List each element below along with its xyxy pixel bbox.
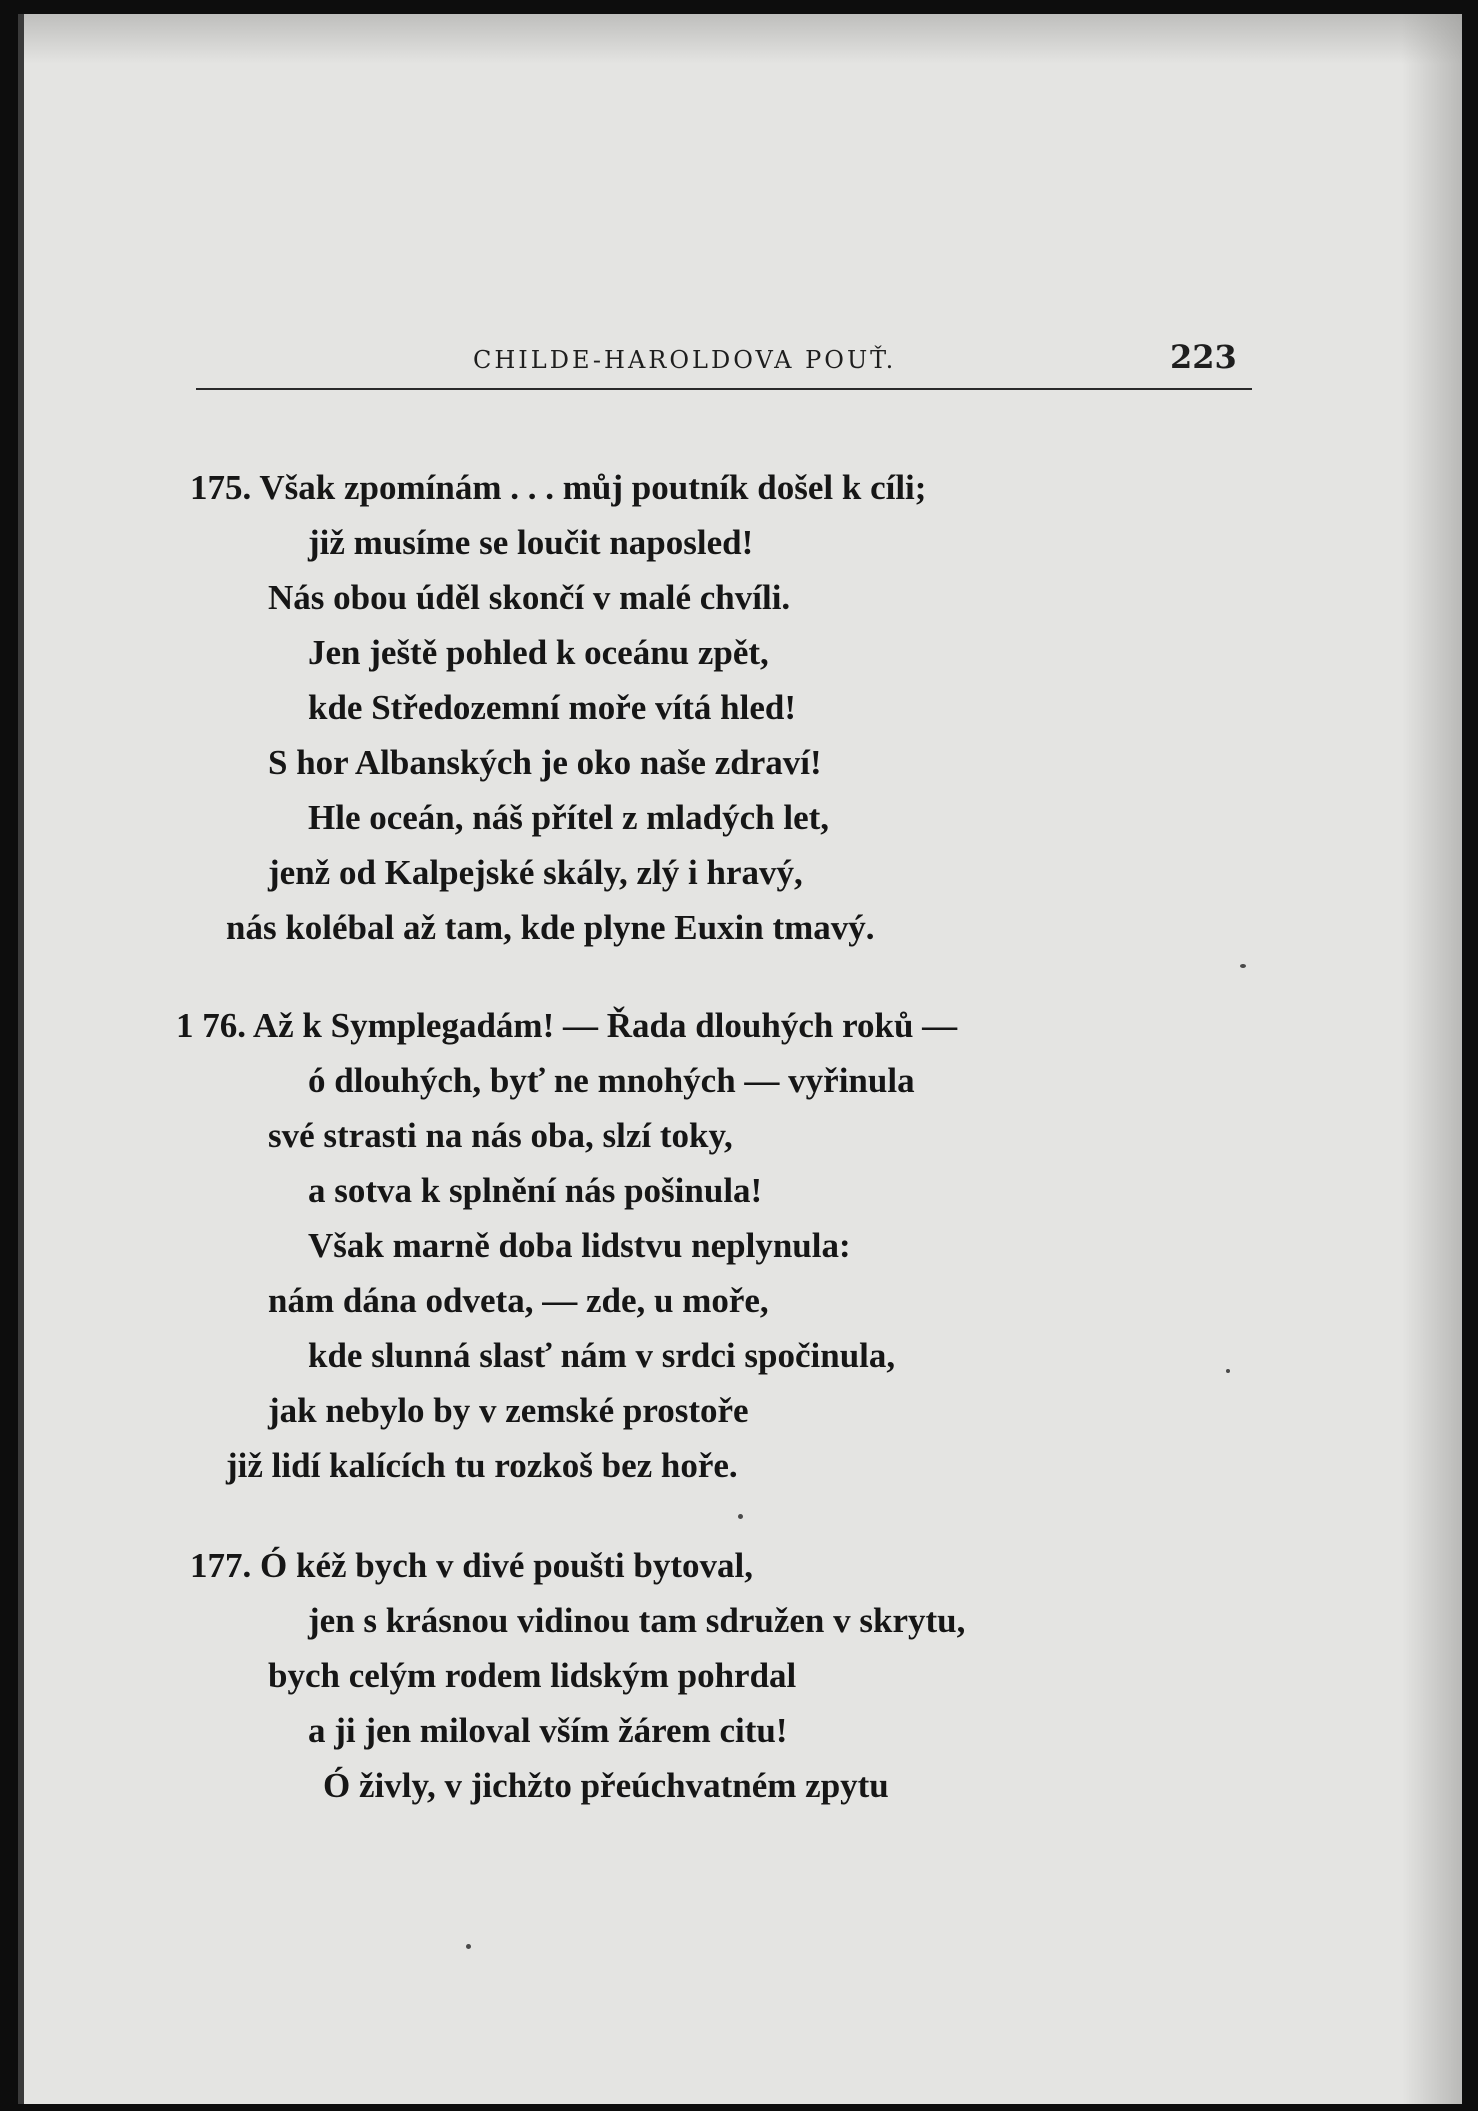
stanza-number: 175. — [190, 468, 252, 507]
book-page — [18, 14, 1462, 2104]
scan-speck — [1240, 964, 1246, 968]
verse-line: své strasti na nás oba, slzí toky, — [268, 1116, 733, 1155]
verse-line: jenž od Kalpejské skály, zlý i hravý, — [268, 853, 803, 892]
verse-line: a sotva k splnění nás pošinula! — [308, 1171, 763, 1210]
verse-line: jen s krásnou vidinou tam sdružen v skrytu, — [308, 1601, 966, 1640]
verse-line — [190, 1544, 753, 1588]
verse-line: Ó živly, v jichžto přeúchvatném zpytu — [323, 1766, 889, 1805]
verse-line: již lidí kalících tu rozkoš bez hoře. — [226, 1446, 738, 1485]
verse-line: Hle oceán, náš přítel z mladých let, — [308, 798, 830, 837]
verse-line: Jen ještě pohled k oceánu zpět, — [308, 633, 769, 672]
verse-line: a ji jen miloval vším žárem citu! — [308, 1711, 788, 1750]
verse-line: nám dána odveta, — zde, u moře, — [268, 1281, 769, 1320]
page-header — [18, 338, 1462, 382]
verse-line: jak nebylo by v zemské prostoře — [268, 1391, 749, 1430]
header-rule — [196, 388, 1252, 390]
verse-line: již musíme se loučit naposled! — [308, 523, 754, 562]
stanza-number: 177. — [190, 1546, 252, 1585]
scan-speck — [738, 1514, 743, 1519]
verse-line: kde Středozemní moře vítá hled! — [308, 688, 796, 727]
verse-line: Však marně doba lidstvu neplynula: — [308, 1226, 851, 1265]
running-title: CHILDE-HAROLDOVA POUŤ. — [473, 346, 897, 374]
verse-line: ó dlouhých, byť ne mnohých — vyřinula — [308, 1061, 915, 1100]
verse-text: Však zpomínám . . . můj poutník došel k cíli; — [259, 468, 927, 507]
scan-speck — [466, 1944, 471, 1949]
verse-text: Ó kéž bych v divé poušti bytoval, — [260, 1546, 753, 1585]
verse-line: nás kolébal až tam, kde plyne Euxin tmavý. — [226, 908, 875, 947]
verse-text: Až k Symplegadám! — Řada dlouhých roků — — [252, 1006, 958, 1045]
page-number: 223 — [1170, 338, 1237, 376]
verse-line — [190, 466, 926, 510]
scan-speck — [1226, 1369, 1230, 1373]
verse-line — [176, 1004, 957, 1048]
verse-line: Nás obou úděl skončí v malé chvíli. — [268, 578, 791, 617]
page-binding-edge — [18, 14, 24, 2104]
verse-line: bych celým rodem lidským pohrdal — [268, 1656, 797, 1695]
stanza-number: 1 76. — [176, 1006, 246, 1045]
verse-line: S hor Albanských je oko naše zdraví! — [268, 743, 822, 782]
verse-line: kde slunná slasť nám v srdci spočinula, — [308, 1336, 896, 1375]
